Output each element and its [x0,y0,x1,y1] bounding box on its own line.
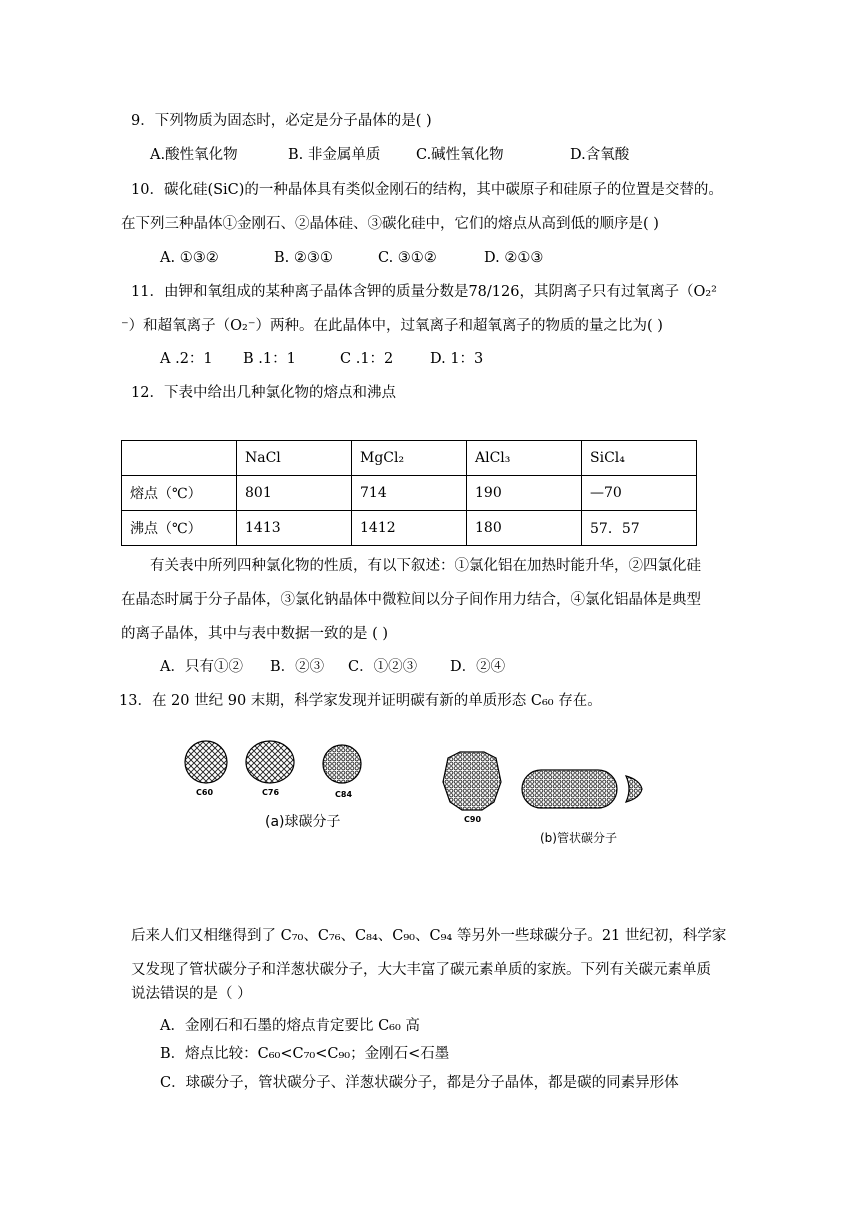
q13-para-line1: 后来人们又相继得到了 C₇₀、C₇₆、C₈₄、C₉₀、C₉₄ 等另外一些球碳分子。21 世纪初，科学家 [131,928,727,944]
q11-option-c: C .1：2 [340,351,394,367]
q13-para-line3: 说法错误的是（ ） [131,986,252,1002]
table-header-cell [122,441,237,476]
q12-option-d: D．②④ [450,659,506,675]
q10-option-d: D. ②①③ [484,250,544,266]
c76-ball-icon [246,741,294,783]
q11-option-d: D. 1：3 [430,351,484,367]
q11-options [160,349,483,369]
q10-option-b: B. ②③① [274,250,333,266]
q12-options [160,657,505,677]
c84-ball-icon [323,745,361,783]
q9-stem: 9．下列物质为固态时，必定是分子晶体的是( ) [131,113,432,129]
q12-option-b: B．②③ [270,659,325,675]
q12-stem: 12．下表中给出几种氯化物的熔点和沸点 [131,385,396,401]
table-cell: 熔点（℃） [122,476,237,511]
table-cell: 190 [467,476,582,511]
q11-stem-line1: 11．由钾和氧组成的某种离子晶体含钾的质量分数是78/126，其阴离子只有过氧离子（O₂² [131,284,717,300]
q13-option-b: B．熔点比较：C₆₀<C₇₀<C₉₀；金刚石<石墨 [160,1046,450,1062]
q12-para-line1: 有关表中所列四种氯化物的性质，有以下叙述：①氯化铝在加热时能升华，②四氯化硅 [150,558,701,574]
table-header-cell: AlCl₃ [467,441,582,476]
c90-ball-icon [443,752,501,810]
q9-option-c: C.碱性氧化物 [416,147,504,163]
q10-option-c: C. ③①② [378,250,437,266]
q13-option-c: C．球碳分子，管状碳分子、洋葱状碳分子，都是分子晶体，都是碳的同素异形体 [160,1075,679,1091]
q10-option-a: A. ①③② [160,250,219,266]
table-header-cell: SiCl₄ [582,441,697,476]
q9-option-a: A.酸性氧化物 [150,147,238,163]
q10-stem-line1: 10．碳化硅(SiC)的一种晶体具有类似金刚石的结构，其中碳原子和硅原子的位置是交替的。 [131,182,723,198]
c60-ball-icon [185,741,227,783]
q11-stem-line2: ⁻）和超氧离子（O₂⁻）两种。在此晶体中，过氧离子和超氧离子的物质的量之比为( ) [121,318,663,334]
q10-stem-line2: 在下列三种晶体①金刚石、②晶体硅、③碳化硅中，它们的熔点从高到低的顺序是( ) [121,216,659,232]
table-header-cell: NaCl [237,441,352,476]
q9-option-b: B. 非金属单质 [288,147,381,163]
label-c90: C90 [464,815,482,824]
table-row [122,511,697,546]
q11-option-a: A .2：1 [160,351,213,367]
caption-tube-carbon: (b)管状碳分子 [540,831,617,845]
q12-para-line3: 的离子晶体，其中与表中数据一致的是 ( ) [121,626,389,642]
table-cell: 180 [467,511,582,546]
label-c60: C60 [196,788,214,797]
label-c76: C76 [262,788,280,797]
chloride-table [121,440,697,546]
q12-para-line2: 在晶态时属于分子晶体，③氯化钠晶体中微粒间以分子间作用力结合，④氯化铝晶体是典型 [121,592,701,608]
caption-ball-carbon: (a)球碳分子 [265,814,341,830]
q12-option-a: A．只有①② [160,659,243,675]
q13-stem: 13．在 20 世纪 90 末期，科学家发现并证明碳有新的单质形态 C₆₀ 存在。 [119,693,602,709]
q13-option-a: A．金刚石和石墨的熔点肯定要比 C₆₀ 高 [160,1018,420,1034]
table-header-cell: MgCl₂ [352,441,467,476]
q11-option-b: B .1：1 [243,351,296,367]
table-cell: —70 [582,476,697,511]
table-cell: 1413 [237,511,352,546]
q12-option-c: C．①②③ [348,659,418,675]
table-cell: 714 [352,476,467,511]
table-cell: 57．57 [582,511,697,546]
q10-options [160,248,543,268]
nanotube-icon [522,770,642,808]
q9-options [150,145,629,165]
table-header-row [122,441,697,476]
table-cell: 沸点（℃） [122,511,237,546]
table-row [122,476,697,511]
table-cell: 1412 [352,511,467,546]
table-cell: 801 [237,476,352,511]
label-c84: C84 [335,790,353,799]
q13-para-line2: 又发现了管状碳分子和洋葱状碳分子，大大丰富了碳元素单质的家族。下列有关碳元素单质 [131,962,711,978]
q9-option-d: D.含氧酸 [570,147,630,163]
